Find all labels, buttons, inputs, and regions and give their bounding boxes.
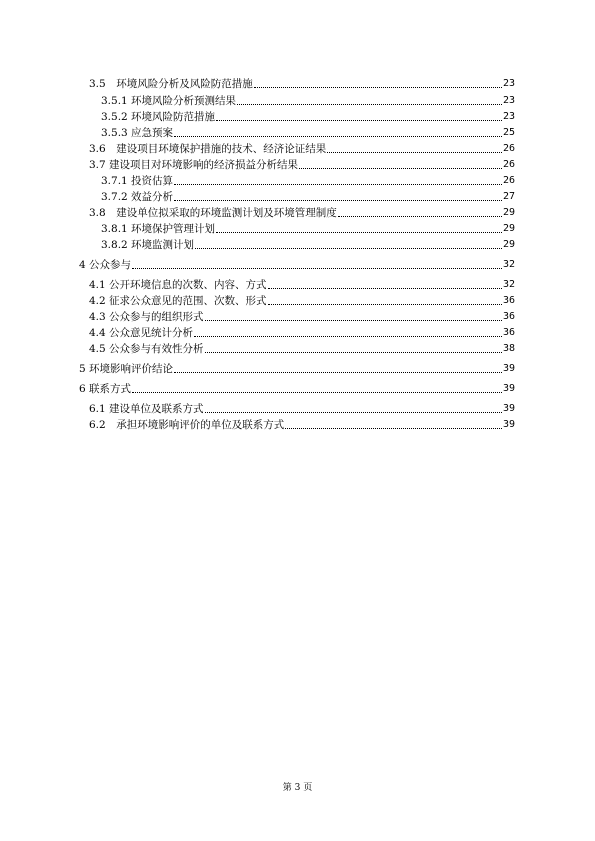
toc-leader (254, 87, 502, 88)
toc-entry-page: 26 (502, 159, 515, 170)
toc-entry-label: 4.3 公众参与的组织形式 (89, 311, 204, 323)
toc-entry-4-3[interactable] (89, 310, 515, 324)
toc-leader (174, 184, 502, 185)
toc-leader (194, 336, 502, 337)
page-number-footer: 第 3 页 (282, 783, 313, 793)
toc-entry-label: 4.1 公开环境信息的次数、内容、方式 (89, 279, 267, 291)
toc-leader (205, 352, 502, 353)
toc-leader (174, 200, 502, 201)
toc-entry-page: 23 (502, 95, 515, 106)
toc-entry-label: 4.4 公众意见统计分析 (89, 327, 194, 339)
toc-entry-page: 36 (502, 327, 515, 338)
toc-leader (338, 216, 502, 217)
toc-entry-5[interactable] (79, 362, 515, 376)
toc-entry-page: 39 (502, 383, 515, 394)
toc-entry-3-8-2[interactable] (101, 238, 515, 252)
toc-entry-page: 32 (502, 279, 515, 290)
toc-entry-4-2[interactable] (89, 294, 515, 308)
toc-entry-page: 32 (502, 259, 515, 270)
toc-entry-page: 29 (502, 223, 515, 234)
toc-entry-6-1[interactable] (89, 402, 515, 416)
toc-entry-page: 23 (502, 78, 515, 89)
toc-entry-page: 39 (502, 403, 515, 414)
toc-entry-label: 3.5.1 环境风险分析预测结果 (101, 95, 237, 107)
toc-entry-page: 29 (502, 239, 515, 250)
toc-entry-label: 6.2 承担环境影响评价的单位及联系方式 (89, 419, 285, 431)
toc-entry-page: 36 (502, 311, 515, 322)
toc-entry-label: 4.2 征求公众意见的范围、次数、形式 (89, 295, 267, 307)
toc-entry-label: 3.5.2 环境风险防范措施 (101, 111, 216, 123)
toc-entry-4-1[interactable] (89, 278, 515, 292)
toc-entry-label: 3.7.1 投资估算 (101, 175, 174, 187)
toc-entry-page: 25 (502, 127, 515, 138)
toc-entry-page: 39 (502, 419, 515, 430)
toc-entry-3-5-2[interactable] (101, 110, 515, 124)
toc-entry-label: 3.7 建设项目对环境影响的经济损益分析结果 (89, 159, 299, 171)
toc-entry-4[interactable] (79, 258, 515, 272)
toc-entry-3-7-2[interactable] (101, 190, 515, 204)
toc-entry-3-5[interactable] (89, 77, 515, 91)
toc-leader (195, 248, 502, 249)
toc-leader (237, 104, 502, 105)
toc-entry-page: 39 (502, 363, 515, 374)
toc-entry-page: 26 (502, 175, 515, 186)
toc-entry-6[interactable] (79, 382, 515, 396)
toc-entry-6-2[interactable] (89, 418, 515, 432)
toc-entry-4-5[interactable] (89, 342, 515, 356)
toc-leader (216, 232, 502, 233)
toc-entry-3-7-1[interactable] (101, 174, 515, 188)
toc-leader (285, 428, 502, 429)
toc-leader (174, 372, 502, 373)
toc-leader (132, 392, 502, 393)
toc-entry-label: 3.8 建设单位拟采取的环境监测计划及环境管理制度 (89, 207, 337, 219)
toc-entry-3-5-3[interactable] (101, 126, 515, 140)
toc-entry-3-7[interactable] (89, 158, 515, 172)
toc-entry-3-8-1[interactable] (101, 222, 515, 236)
toc-leader (205, 412, 502, 413)
toc-entry-page: 26 (502, 143, 515, 154)
toc-leader (216, 120, 502, 121)
toc-entry-label: 3.8.2 环境监测计划 (101, 239, 195, 251)
toc-entry-3-8[interactable] (89, 206, 515, 220)
toc-entry-label: 4.5 公众参与有效性分析 (89, 343, 204, 355)
toc-entry-3-6[interactable] (89, 142, 515, 156)
toc-entry-label: 6 联系方式 (79, 383, 132, 395)
toc-entry-label: 3.5.3 应急预案 (101, 127, 174, 139)
toc-entry-label: 3.6 建设项目环境保护措施的技术、经济论证结果 (89, 143, 327, 155)
toc-entry-label: 4 公众参与 (79, 259, 132, 271)
toc-leader (299, 168, 502, 169)
toc-leader (132, 268, 502, 269)
toc-entry-label: 3.7.2 效益分析 (101, 191, 174, 203)
toc-entry-label: 5 环境影响评价结论 (79, 363, 174, 375)
toc-entry-label: 3.5 环境风险分析及风险防范措施 (89, 78, 253, 90)
toc-entry-page: 27 (502, 191, 515, 202)
toc-entry-page: 38 (502, 343, 515, 354)
toc-entry-3-5-1[interactable] (101, 94, 515, 108)
toc-entry-4-4[interactable] (89, 326, 515, 340)
toc-entry-page: 29 (502, 207, 515, 218)
toc-entry-label: 6.1 建设单位及联系方式 (89, 403, 204, 415)
toc-entry-page: 36 (502, 295, 515, 306)
toc-leader (174, 136, 502, 137)
toc-leader (268, 288, 502, 289)
toc-leader (268, 304, 502, 305)
toc-leader (327, 152, 502, 153)
toc-entry-page: 23 (502, 111, 515, 122)
toc-entry-label: 3.8.1 环境保护管理计划 (101, 223, 216, 235)
toc-leader (205, 320, 502, 321)
